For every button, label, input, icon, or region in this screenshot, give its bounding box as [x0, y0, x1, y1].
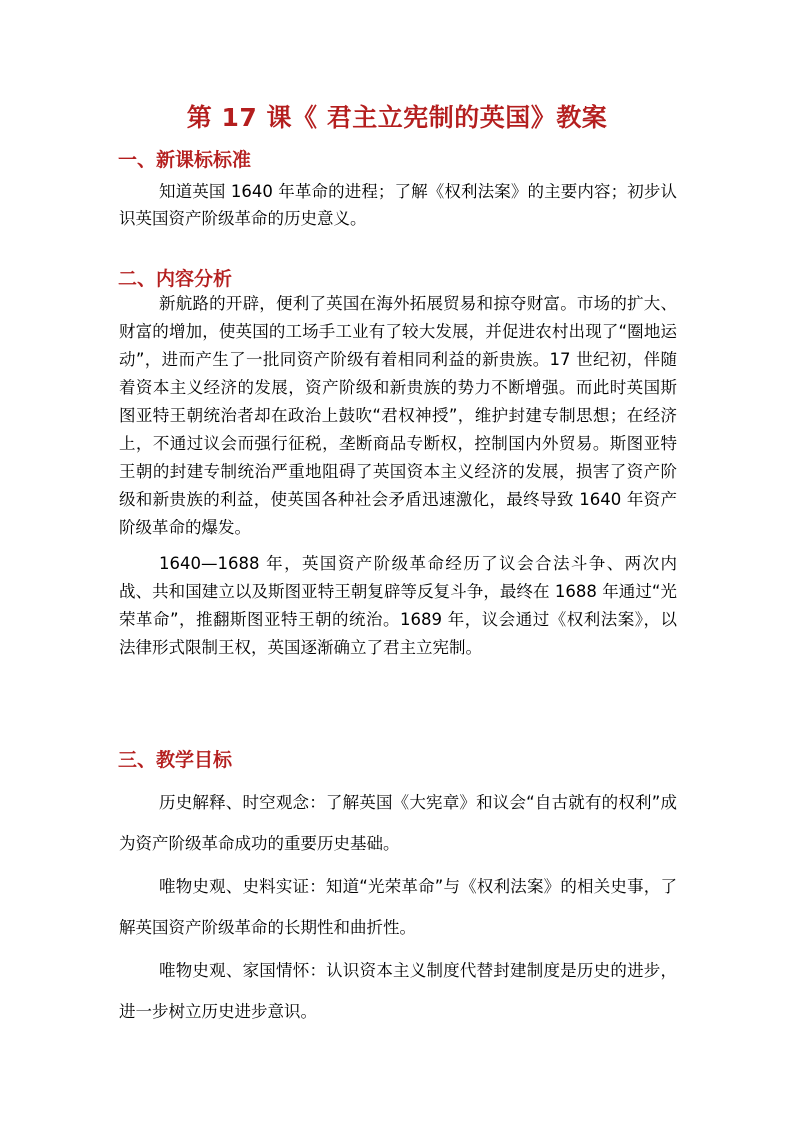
paragraph-content-analysis-1: 新航路的开辟，便利了英国在海外拓展贸易和掠夺财富。市场的扩大、财富的增加，使英国的工场手工业有了较大发展，并促进农村出现了“圈地运动”，进而产生了一批同资产阶级有着相同利益的新贵族。17 世纪初，伴随着资本主义经济的发展，资产阶级和新贵族的势力不断增强。而此时英国斯图亚特王朝统治者却在政治上鼓吹“君权神授”，维护封建专制思想；在经济上，不通过议会而强行征税，垄断商品专断权，控制国内外贸易。斯图亚特王朝的封建专制统治严重地阻碍了英国资本主义经济的发展，损害了资产阶级和新贵族的利益，使英国各种社会矛盾迅速激化，最终导致 1640 年资产阶级革命的爆发。 — [119, 294, 677, 537]
paragraph-teaching-goal-1: 历史解释、时空观念：了解英国《大宪章》和议会“自古就有的权利”成为资产阶级革命成功的重要历史基础。 — [119, 793, 677, 853]
page-title: 第 17 课《 君主立宪制的英国》教案 — [186, 103, 608, 132]
section-heading-standards: 一、新课标标准 — [118, 149, 252, 171]
paragraph-teaching-goal-3: 唯物史观、家国情怀：认识资本主义制度代替封建制度是历史的进步，进一步树立历史进步意识。 — [119, 961, 677, 1021]
section-heading-teaching-goals: 三、教学目标 — [118, 749, 233, 771]
paragraph-standards: 知道英国 1640 年革命的进程；了解《权利法案》的主要内容；初步认识英国资产阶级革命的历史意义。 — [119, 182, 677, 228]
section-heading-content-analysis: 二、内容分析 — [118, 268, 233, 290]
paragraph-teaching-goal-2: 唯物史观、史料实证：知道“光荣革命”与《权利法案》的相关史事，了解英国资产阶级革命的长期性和曲折性。 — [119, 877, 677, 937]
paragraph-content-analysis-2: 1640—1688 年，英国资产阶级革命经历了议会合法斗争、两次内战、共和国建立以及斯图亚特王朝复辟等反复斗争，最终在 1688 年通过“光荣革命”，推翻斯图亚特王朝的统治。1689 年，议会通过《权利法案》，以法律形式限制王权，英国逐渐确立了君主立宪制。 — [119, 554, 677, 657]
